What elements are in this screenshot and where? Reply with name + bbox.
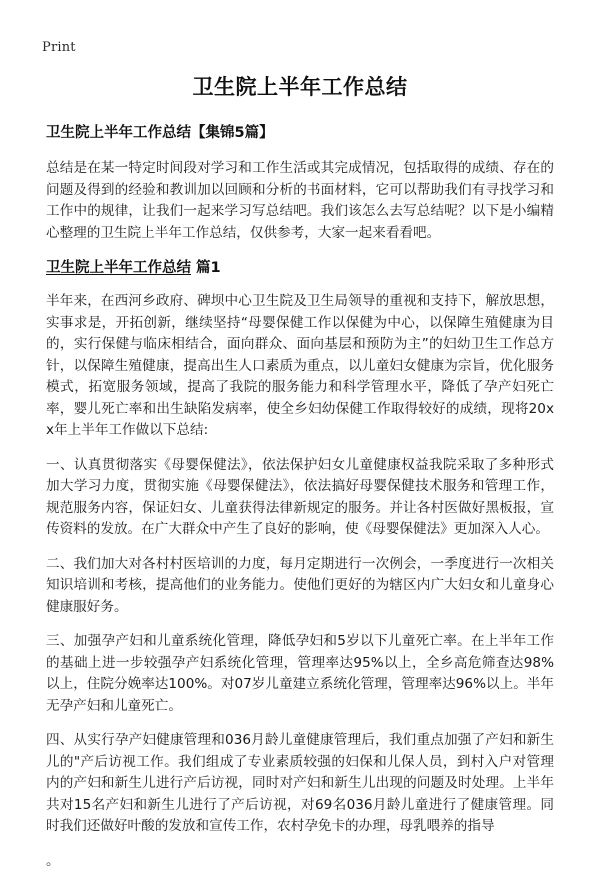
body-paragraph-5: 四、从实行孕产妇健康管理和036月龄儿童健康管理后，我们重点加强了产妇和新生儿的"产后访视工作。我们组成了专业素质较强的妇保和儿保人员，到村入户对管理内的产妇和新生儿进行产后访视，同时对产妇和新生儿出现的问题及时处理。上半年共对15名产妇和新生儿进行了产后访视，对69名036月龄儿童进行了健康管理。同时我们还做好叶酸的发放和宣传工作，农村孕免卡的办理，母乳喂养的指导 <box>46 730 554 838</box>
body-paragraph-4: 三、加强孕产妇和儿童系统化管理，降低孕妇和5岁以下儿童死亡率。在上半年工作的基础上进一步较强孕产妇系统化管理，管理率达95%以上，全乡高危筛查达98%以上，住院分娩率达100%。对07岁儿童建立系统化管理，管理率达96%以上。半年无孕产妇和儿童死亡。 <box>46 631 554 717</box>
document-subtitle: 卫生院上半年工作总结【集锦5篇】 <box>46 122 554 144</box>
trailing-punctuation: 。 <box>46 851 554 872</box>
print-label: Print <box>42 40 76 56</box>
body-paragraph-3: 二、我们加大对各村村医培训的力度，每月定期进行一次例会，一季度进行一次相关知识培训和考核，提高他们的业务能力。使他们更好的为辖区内广大妇女和儿童身心健康服好务。 <box>46 554 554 619</box>
body-paragraph-1: 半年来，在西河乡政府、碑坝中心卫生院及卫生局领导的重视和支持下，解放思想，实事求是，开拓创新，继续坚持“母婴保健工作以保健为中心，以保障生殖健康为目的，实行保健与临床相结合，面向群众、面向基层和预防为主”的妇幼卫生工作总方针，以保障生殖健康，提高出生人口素质为重点，以儿童妇女健康为宗旨，优化服务模式，拓宽服务领域，提高了我院的服务能力和科学管理水平，降低了孕产妇死亡率，婴儿死亡率和出生缺陷发病率，使全乡妇幼保健工作取得较好的成绩，现将20xx年上半年工作做以下总结: <box>46 291 554 442</box>
section-heading <box>46 257 554 279</box>
document-body <box>46 72 554 872</box>
body-paragraph-2: 一、认真贯彻落实《母婴保健法》，依法保护妇女儿童健康权益我院采取了多种形式加大学习力度，贯彻实施《母婴保健法》，依法搞好母婴保健技术服务和管理工作，规范服务内容，保证妇女、儿童获得法律新规定的服务。并让各村医做好黑板报，宣传资料的发放。在广大群众中产生了良好的影响，使《母婴保健法》更加深入人心。 <box>46 455 554 541</box>
section-heading-underlined-text: 卫生院上半年工作总结 <box>46 260 191 276</box>
section-heading-suffix: 篇1 <box>191 260 221 276</box>
intro-paragraph: 总结是在某一特定时间段对学习和工作生活或其完成情况，包括取得的成绩、存在的问题及得到的经验和教训加以回顾和分析的书面材料，它可以帮助我们有寻找学习和工作中的规律，让我们一起来学习写总结吧。我们该怎么去写总结呢？以下是小编精心整理的卫生院上半年工作总结，仅供参考，大家一起来看看吧。 <box>46 158 554 244</box>
page-title: 卫生院上半年工作总结 <box>46 72 554 102</box>
